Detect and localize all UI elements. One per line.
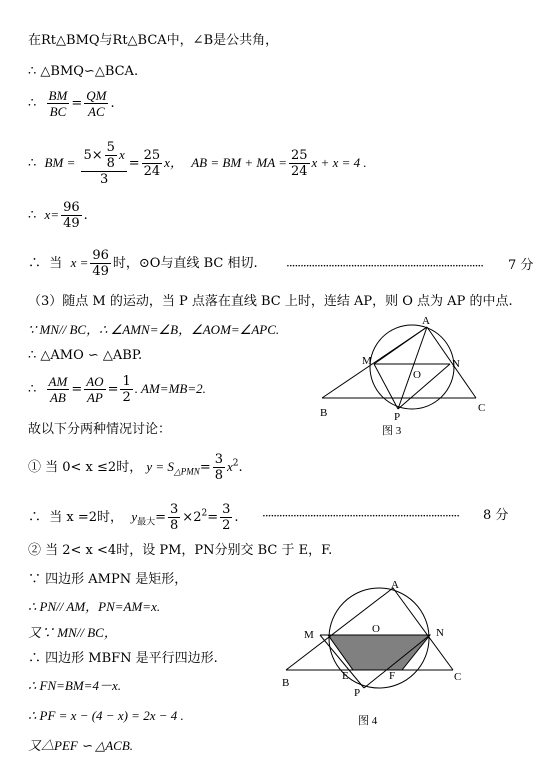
times-two: ×2 — [182, 510, 202, 525]
line-16-text: ∴ PN// AM，PN=AM=x. — [28, 599, 161, 614]
dot-leader: ······································································ — [286, 259, 484, 273]
numerator: BM — [48, 88, 68, 103]
text-line-19 — [28, 678, 121, 695]
fraction-3-8 — [213, 452, 225, 483]
line-17-text: 又∵ MN// BC， — [28, 625, 117, 640]
denominator: 24 — [290, 164, 308, 179]
fig3-label-a: A — [422, 315, 430, 327]
fraction-bm-value — [81, 140, 126, 187]
text-line-12 — [28, 452, 243, 483]
exponent: 2 — [201, 508, 208, 519]
text-line-16 — [28, 599, 160, 616]
text-line-6 — [28, 248, 258, 279]
bm-lhs: BM = — [44, 155, 76, 170]
x-var: x = — [70, 255, 89, 270]
text-line-14 — [28, 543, 332, 559]
denominator: 49 — [63, 216, 80, 231]
fraction-25-24 — [142, 148, 163, 179]
y-var: y — [131, 509, 138, 524]
inner-x: x — [118, 147, 125, 162]
text-line-10 — [28, 374, 206, 405]
x-var: x， — [164, 155, 183, 170]
ab-rest: x + x = 4 . — [311, 155, 367, 170]
therefore-symbol: ∴ — [28, 510, 42, 525]
score-line-8 — [262, 508, 459, 525]
denominator: BC — [49, 104, 67, 119]
line-9-text: ∴ △AMO ∽ △ABP. — [28, 348, 143, 363]
numerator: QM — [86, 88, 107, 103]
therefore-symbol: ∴ — [28, 96, 37, 111]
period: . — [234, 510, 239, 525]
numerator: 96 — [92, 248, 109, 263]
tangent-text: 时，⊙O与直线 BC 相切. — [112, 256, 258, 271]
fig4-label-c: C — [454, 671, 462, 683]
fig4-label-f: F — [389, 670, 396, 682]
text-line-15 — [28, 572, 187, 588]
am-mb: . AM=MB=2. — [134, 381, 206, 396]
case-1-text: ① 当 0< x ≤2时， — [28, 460, 143, 475]
fig4-caption: 图 4 — [358, 715, 378, 727]
fig3-label-o: O — [413, 369, 421, 381]
text-line-20 — [28, 708, 184, 725]
fraction-3-2 — [220, 502, 232, 533]
text-line-21 — [28, 738, 133, 755]
inner-num: 5× — [83, 148, 103, 163]
therefore-symbol: ∴ — [28, 382, 37, 397]
fig3-label-p: P — [394, 411, 401, 423]
fraction-bm-bc — [47, 88, 70, 119]
max-subscript: 最大 — [137, 517, 156, 528]
line-21-text: 又△PEF ∽ △ACB. — [28, 738, 134, 753]
fraction-1-2 — [120, 374, 132, 405]
line-19-text: ∴ FN=BM=4－x. — [28, 678, 121, 693]
score-7 — [508, 258, 533, 274]
ab-expression: AB = BM + MA = — [191, 155, 287, 170]
fig3-line-mp — [374, 364, 398, 409]
therefore-symbol: ∴ — [28, 256, 42, 271]
x-var: x — [227, 459, 233, 474]
line-7-text: （3）随点 M 的运动，当 P 点落在直线 BC 上时，连结 AP，则 O 点为 AP 的中点. — [28, 294, 513, 309]
numerator: 25 — [143, 148, 161, 163]
fig4-label-o: O — [372, 623, 380, 635]
inner-denominator: 8 — [106, 156, 115, 171]
fraction-3-8 — [168, 502, 180, 533]
fig3-label-c: C — [478, 402, 486, 414]
fig4-label-n: N — [436, 627, 444, 639]
fig3-label-n: N — [452, 358, 460, 370]
score-label: 8 分 — [483, 508, 509, 523]
fig4-label-p: P — [354, 687, 361, 699]
equals-sign: = — [199, 460, 211, 475]
fraction-ao-ap — [84, 374, 105, 405]
fig3-label-m: M — [362, 355, 372, 367]
fraction-qm-ac — [84, 88, 108, 119]
area-subscript: △PMN — [173, 466, 200, 477]
period: . — [110, 96, 115, 111]
denominator: 2 — [222, 518, 231, 533]
fig3-line-am — [374, 327, 427, 364]
numerator: AM — [48, 374, 68, 389]
line-11-text: 故以下分两种情况讨论： — [28, 422, 172, 437]
text-line-3 — [28, 88, 115, 119]
text-line-1 — [28, 33, 278, 49]
text-line-17 — [28, 625, 117, 642]
score-label: 7 分 — [508, 258, 534, 273]
inner-fraction — [105, 140, 117, 171]
text-line-13 — [28, 502, 239, 533]
line-1-text: 在Rt△BMQ与Rt△BCA中，∠B是公共角， — [28, 33, 279, 48]
line-2-text: ∴ △BMQ∽△BCA. — [28, 64, 139, 79]
fig4-label-a: A — [391, 579, 399, 591]
figure-3-diagram — [310, 312, 510, 442]
fraction-25-24-b — [289, 148, 310, 179]
line-18-text: ∴ 四边形 MBFN 是平行四边形. — [28, 651, 218, 666]
text-line-4 — [28, 140, 367, 187]
therefore-symbol: ∴ — [28, 156, 37, 171]
score-line-7 — [286, 258, 483, 275]
line-8-text: ∵ MN// BC，∴ ∠AMN=∠B，∠AOM=∠APC. — [28, 322, 280, 337]
score-8 — [483, 508, 508, 524]
denominator: 3 — [99, 172, 109, 187]
equals-sign: = — [107, 382, 119, 397]
period: . — [83, 208, 88, 223]
fraction-96-49 — [90, 248, 111, 279]
numerator: 3 — [222, 502, 231, 517]
numerator — [81, 140, 126, 172]
inner-numerator: 5 — [106, 140, 115, 155]
denominator: 8 — [170, 518, 179, 533]
text-line-2 — [28, 64, 138, 80]
fig4-label-e: E — [342, 670, 349, 682]
text-line-5 — [28, 200, 88, 231]
x-var: x= — [44, 207, 60, 222]
denominator: AB — [49, 390, 66, 405]
therefore-symbol: ∴ — [28, 208, 37, 223]
fig4-label-m: M — [304, 629, 314, 641]
denominator: AP — [86, 390, 103, 405]
figure-4-diagram — [278, 578, 488, 730]
text-line-11 — [28, 422, 171, 438]
text-line-9 — [28, 348, 142, 364]
exponent: 2 — [232, 458, 239, 469]
numerator: 96 — [63, 200, 80, 215]
numerator: 3 — [214, 452, 223, 467]
line-14-text: ② 当 2< x <4时，设 PM，PN分别交 BC 于 E，F. — [28, 543, 333, 558]
line-20-text: ∴ PF = x − (4 − x) = 2x − 4 . — [28, 708, 184, 723]
numerator: 3 — [170, 502, 179, 517]
y-eq: y = S — [146, 459, 174, 474]
denominator: 2 — [122, 390, 131, 405]
denominator: 49 — [92, 264, 109, 279]
dot-leader: ······································································ — [262, 509, 460, 523]
numerator: 1 — [122, 374, 131, 389]
fraction-am-ab — [47, 374, 70, 405]
equals-sign: = — [71, 96, 83, 111]
fraction-96-49 — [61, 200, 82, 231]
fig4-shaded-trapezoid — [328, 635, 430, 670]
fig4-label-b: B — [282, 677, 290, 689]
equals-sign: = — [71, 382, 83, 397]
denominator: AC — [88, 104, 105, 119]
period: . — [238, 460, 243, 475]
equals-sign: = — [207, 510, 219, 525]
when-text: 当 — [49, 256, 63, 271]
equals-sign: = — [128, 156, 140, 171]
text-line-8 — [28, 322, 279, 339]
when-x-2: 当 x =2时， — [49, 510, 124, 525]
numerator: AO — [86, 374, 104, 389]
fig3-caption: 图 3 — [382, 425, 402, 437]
text-line-18 — [28, 651, 218, 667]
text-line-7 — [28, 294, 513, 310]
denominator: 24 — [143, 164, 161, 179]
fig3-label-b: B — [320, 407, 328, 419]
line-15-text: ∵ 四边形 AMPN 是矩形， — [28, 572, 188, 587]
equals-sign: = — [155, 510, 167, 525]
numerator: 25 — [290, 148, 308, 163]
denominator: 8 — [214, 468, 223, 483]
